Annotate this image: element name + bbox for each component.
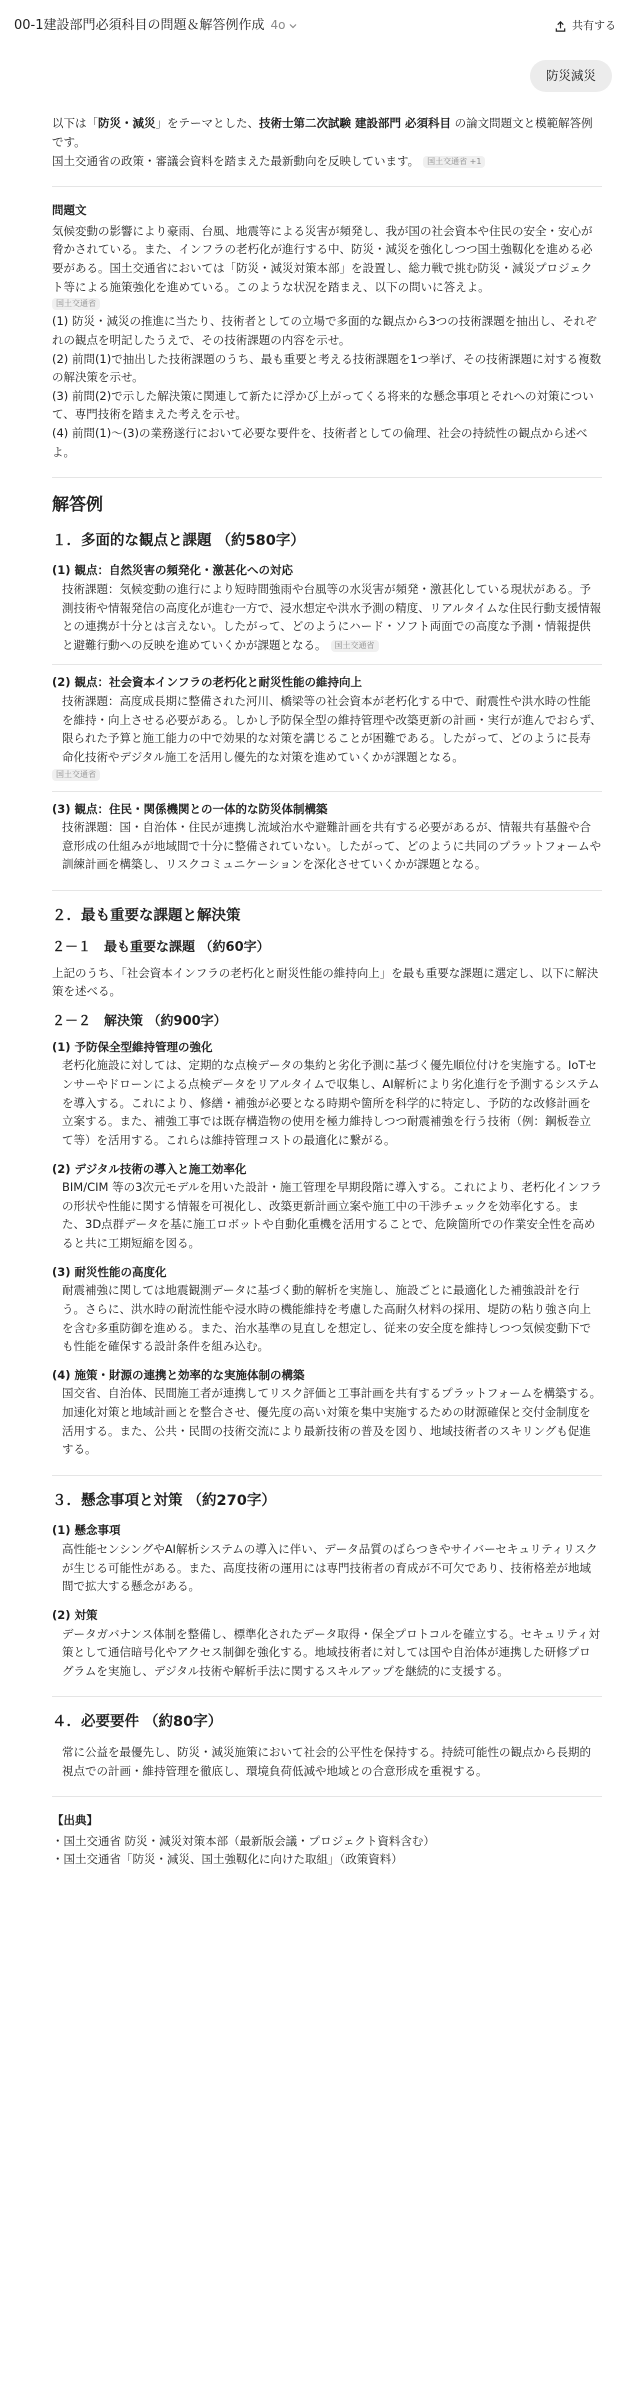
s2-item [52,1263,602,1356]
model-label: 4o [270,18,286,33]
references-title: 【出典】 [52,1813,98,1828]
s1-item [52,800,602,875]
s1-item-body: 技術課題：国・自治体・住民が連携し流域治水や避難計画を共有する必要があるが、情報共有基盤や合意形成の仕組みが地域間で十分に整備されていない。したがって、どのように共同のプラットフォームや訓練計画を構築し、リスクコミュニケーションを深化させていくかが課題となる。 [62,820,602,872]
s2-item-body: 国交省、自治体、民間施工者が連携してリスク評価と工事計画を共有するプラットフォームを構築する。加速化対策と地域計画とを整合させ、優先度の高い対策を集中実施するための財源確保と交付金制度を活用する。また、公共・民間の技術交流により最新技術の普及を図り、地域技術者のスキリングも促進する。 [62,1386,602,1457]
question-item: (4) 前問(1)～(3)の業務遂行において必要な要件を、技術者としての倫理、社会の持続性の観点から述べよ。 [52,426,588,459]
divider [52,1475,602,1476]
citation-badge[interactable]: 国土交通省 [331,640,379,652]
divider [52,1796,602,1797]
reference-item: ・国土交通省「防災・減災、国土強靱化に向けた取組」（政策資料） [52,1852,403,1867]
question-item: (1) 防災・減災の推進に当たり、技術者としての立場で多面的な観点から3つの技術課題を抽出し、それぞれの観点を明記したうえで、その技術課題の内容を示せ。 [52,314,597,347]
share-label: 共有する [572,19,616,33]
section-4-body: 常に公益を最優先し、防災・減災施策において社会的公平性を保持する。持続可能性の観点から長期的視点での計画・維持管理を徹底し、環境負荷低減や地域との合意形成を重視する。 [62,1744,591,1778]
share-icon [554,20,567,33]
divider [52,791,602,792]
s1-item-body [52,580,602,655]
intro-text: の論文問題文と模範解答例です。 [52,116,593,149]
question-item: (3) 前問(2)で示した解決策に関連して新たに浮かび上がってくる将来的な懸念事項とそれへの対策について、専門技術を踏まえた考えを示せ。 [52,388,594,422]
user-message: 防災減災 [530,60,612,92]
divider [52,477,602,478]
s2-item-body: 老朽化施設に対しては、定期的な点検データの集約と劣化予測に基づく優先順位付けを実施する。IoTセンサーやドローンによる点検データをリアルタイムで収集し、AI解析により劣化進行を予測するシステムを導入する。これにより、修繕・補強が必要となる時期や箇所を科学的に特定し、予防的な改修計画を立案する。また、補強工事では既存構造物の使用を極力維持しつつ耐震補強を行う技術（例：鋼板巻立て等）を活用する。これらは維持管理コストの最適化に繋がる。 [62,1058,600,1147]
intro-line-1 [52,114,602,151]
intro-text: 国土交通省の政策・審議会資料を踏まえた最新動向を反映しています。 [52,153,420,168]
assistant-message [0,92,630,1869]
question-items [52,312,602,461]
s1-item-text: 技術課題：気候変動の進行により短時間強雨や台風等の水災害が頻発・激甚化している現状がある。予測技術や情報発信の高度化が進む一方で、浸水想定や洪水予測の精度、リアルタイムな住民行動支援情報との連携が十分とは言えない。したがって、どのようにハード・ソフト両面での高度な予測・情報提供と避難行動への反映を進めていくかが課題となる。 [62,581,602,652]
section-2-1-heading: ２－１ 最も重要な課題 （約60字） [52,939,270,955]
s3-item [52,1521,602,1596]
title-wrap [14,15,298,36]
s2-item [52,1366,602,1459]
s2-item-heading: (3) 耐災性能の高度化 [52,1264,167,1279]
s1-item-heading: (3) 観点：住民・関係機関との一体的な防災体制構築 [52,801,328,816]
s2-item-body: BIM/CIM 等の3次元モデルを用いた設計・施工管理を早期段階に導入する。これにより、老朽化インフラの形状や性能に関する情報を可視化し、改築更新計画立案や施工中の干渉チェックを効率化する。また、3D点群データを基に施工ロボットや自動化重機を活用することで、危険箇所での作業安全性を高めると共に工期短縮を図る。 [62,1180,602,1251]
chevron-down-icon [288,21,298,31]
s2-item-heading: (1) 予防保全型維持管理の強化 [52,1039,213,1054]
intro-bold-theme: 防災・減災 [98,116,156,131]
citation-badge[interactable]: 国土交通省 [52,769,100,781]
s1-item-heading: (2) 観点：社会資本インフラの老朽化と耐災性能の維持向上 [52,675,363,690]
s3-item-body: 高性能センシングやAI解析システムの導入に伴い、データ品質のばらつきやサイバーセキュリティリスクが生じる可能性がある。また、高度技術の運用には専門技術者の育成が不可欠であり、技術格差が地域間で拡大する懸念がある。 [62,1542,598,1594]
user-message-row [0,52,630,92]
intro-line-2 [52,152,602,171]
s3-item-body: データガバナンス体制を整備し、標準化されたデータ取得・保全プロトコルを確立する。セキュリティ対策として通信暗号化やアクセス制御を強化する。地域技術者に対しては国や自治体が連携した研修プログラムを実施し、デジタル技術や解析手法に関するスキルアップを継続的に支援する。 [62,1626,600,1678]
s2-item [52,1038,602,1150]
share-button[interactable] [554,17,616,35]
intro-bold-exam: 技術士第二次試験 建設部門 必須科目 [259,116,452,131]
section-2-2-heading: ２－２ 解決策 （約900字） [52,1013,227,1029]
s1-item-body: 技術課題：高度成長期に整備された河川、橋梁等の社会資本が老朽化する中で、耐震性や洪水時の性能を維持・向上させる必要がある。しかし予防保全型の維持管理や改築更新の計画・実行が進んでおらず、限られた予算と施工能力の中で効果的な対策を講じることが困難である。したがって、どのように長寿命化技術やデジタル施工を活用し優先的な対策を進めていくかが課題となる。 [62,694,602,764]
intro-text: 」をテーマとした、 [155,116,259,131]
section-1-heading: １．多面的な観点と課題 （約580字） [52,532,305,549]
citation-badge[interactable]: 国土交通省 [52,298,100,310]
section-3-heading: ３．懸念事項と対策 （約270字） [52,1492,276,1509]
s3-item-heading: (2) 対策 [52,1607,98,1622]
divider [52,1696,602,1697]
section-2-1-body: 上記のうち、「社会資本インフラの老朽化と耐災性能の維持向上」を最も重要な課題に選定し、以下に解決策を述べる。 [52,965,599,999]
question-title: 問題文 [52,203,87,218]
divider [52,890,602,891]
s1-item-heading: (1) 観点：自然災害の頻発化・激甚化への対応 [52,563,294,578]
answer-title: 解答例 [52,495,103,516]
s2-item-body: 耐震補強に関しては地震観測データに基づく動的解析を実施し、施設ごとに最適化した補強設計を行う。さらに、洪水時の耐流性能や浸水時の機能維持を考慮した高耐久材料の採用、堤防の粘り強さ向上を含む多重防御を進める。また、治水基準の見直しを想定し、従来の安全度を維持しつつ気候変動下でも性能を確保する設計条件を組み込む。 [62,1283,591,1354]
section-4-heading: ４．必要要件 （約80字） [52,1714,223,1731]
s3-item-heading: (1) 懸念事項 [52,1523,121,1538]
intro-text: 以下は「 [52,116,98,131]
section-2-heading: ２．最も重要な課題と解決策 [52,908,241,925]
s1-item [52,561,602,654]
divider [52,186,602,187]
conversation-title[interactable]: 00-1建設部門必須科目の問題＆解答例作成 [14,18,265,34]
model-selector[interactable] [271,16,298,35]
s2-item-heading: (4) 施策・財源の連携と効率的な実施体制の構築 [52,1367,305,1382]
s2-item [52,1160,602,1253]
question-body: 気候変動の影響により豪雨、台風、地震等による災害が頻発し、我が国の社会資本や住民の安全・安心が脅かされている。また、インフラの老朽化が進行する中、防災・減災を強化しつつ国土強靱化を進める必要がある。国土交通省においては「防災・減災対策本部」を設置し、総力戦で挑む防災・減災プロジェクト等による施策強化を進めている。このような状況を踏まえ、以下の問いに答えよ。 [52,223,593,294]
question-item: (2) 前問(1)で抽出した技術課題のうち、最も重要と考える技術課題を1つ挙げ、その技術課題に対する複数の解決策を示せ。 [52,351,602,385]
top-bar [0,0,630,52]
s3-item [52,1606,602,1681]
citation-badge[interactable]: 国土交通省 +1 [423,156,485,168]
reference-item: ・国土交通省 防災・減災対策本部（最新版会議・プロジェクト資料含む） [52,1833,435,1848]
s2-item-heading: (2) デジタル技術の導入と施工効率化 [52,1161,247,1176]
divider [52,664,602,665]
s1-item [52,673,602,780]
